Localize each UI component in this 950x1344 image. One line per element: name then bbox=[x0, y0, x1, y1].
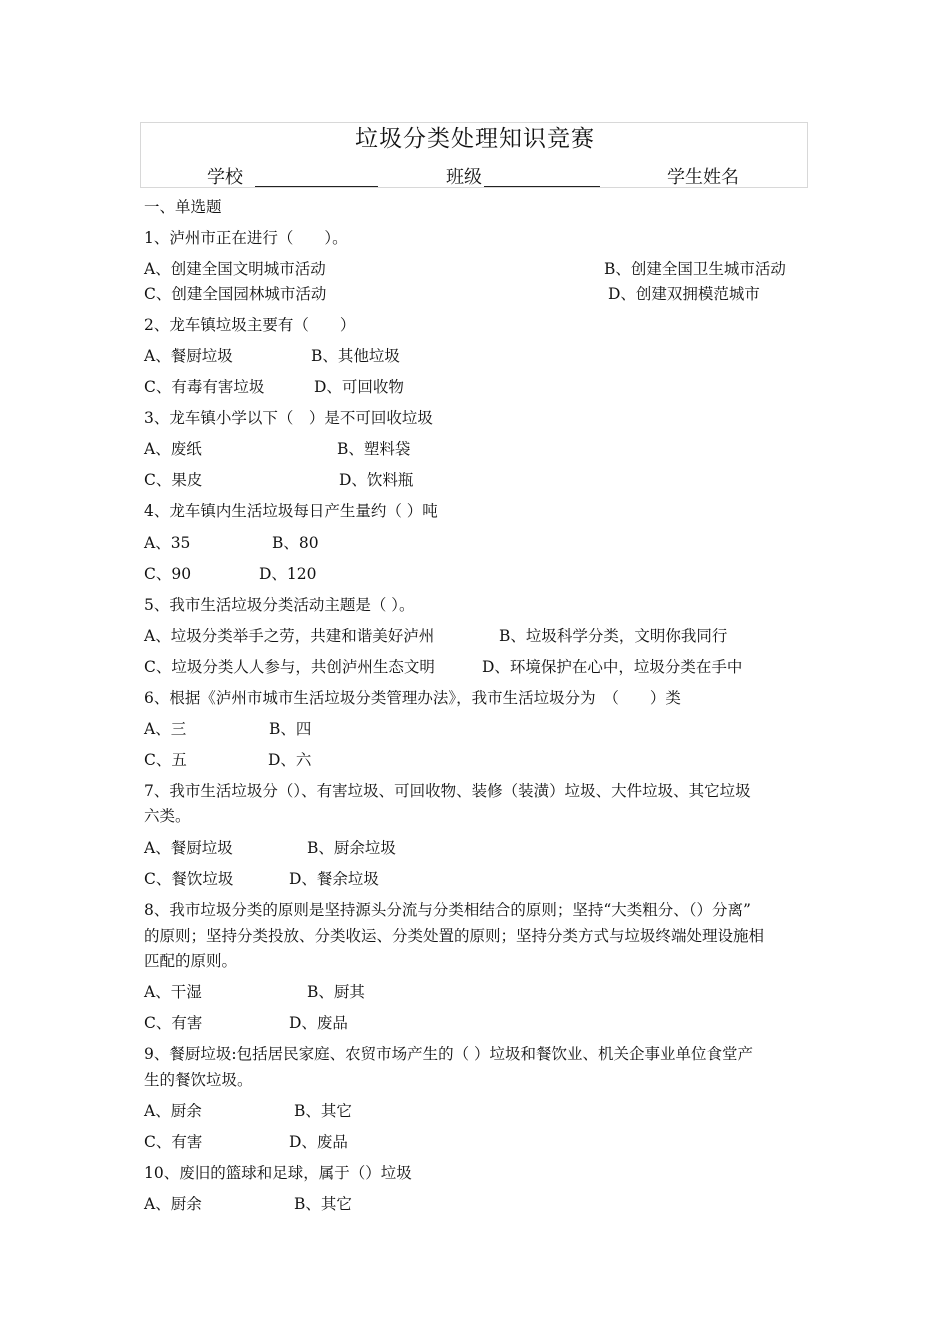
question-3: 3、龙车镇小学以下（ ）是不可回收垃圾 bbox=[144, 409, 433, 427]
school-label: 学校 bbox=[207, 167, 243, 188]
q2-option-c[interactable]: C、有毒有害垃圾 bbox=[144, 378, 265, 396]
school-blank[interactable] bbox=[255, 186, 378, 187]
q7-option-d[interactable]: D、餐余垃圾 bbox=[289, 870, 379, 888]
q4-option-b[interactable]: B、80 bbox=[272, 534, 319, 552]
q3-option-a[interactable]: A、废纸 bbox=[144, 440, 202, 458]
question-9-line-2: 生的餐饮垃圾。 bbox=[144, 1071, 253, 1089]
q8-option-a[interactable]: A、干湿 bbox=[144, 983, 202, 1001]
q2-option-b[interactable]: B、其他垃圾 bbox=[311, 347, 400, 365]
q6-option-c[interactable]: C、五 bbox=[144, 751, 187, 769]
question-6: 6、根据《泸州市城市生活垃圾分类管理办法》，我市生活垃圾分为 （ ）类 bbox=[144, 689, 681, 707]
q6-option-a[interactable]: A、三 bbox=[144, 720, 187, 738]
q7-option-a[interactable]: A、餐厨垃圾 bbox=[144, 839, 233, 857]
q3-option-b[interactable]: B、塑料袋 bbox=[337, 440, 411, 458]
q3-option-c[interactable]: C、果皮 bbox=[144, 471, 203, 489]
q1-option-d[interactable]: D、创建双拥模范城市 bbox=[608, 285, 760, 303]
q9-option-c[interactable]: C、有害 bbox=[144, 1133, 203, 1151]
q2-option-d[interactable]: D、可回收物 bbox=[314, 378, 404, 396]
question-9-line-1: 9、餐厨垃圾:包括居民家庭、农贸市场产生的（ ）垃圾和餐饮业、机关企事业单位食堂产 bbox=[144, 1045, 754, 1063]
exam-title: 垃圾分类处理知识竞赛 bbox=[355, 126, 595, 152]
q2-option-a[interactable]: A、餐厨垃圾 bbox=[144, 347, 233, 365]
q5-option-d[interactable]: D、环境保护在心中，垃圾分类在手中 bbox=[482, 658, 743, 676]
question-7-line-1: 7、我市生活垃圾分（）、有害垃圾、可回收物、装修（装潢）垃圾、大件垃圾、其它垃圾 bbox=[144, 782, 751, 800]
question-4: 4、龙车镇内生活垃圾每日产生量约（ ）吨 bbox=[144, 502, 438, 520]
question-10: 10、废旧的篮球和足球，属于（）垃圾 bbox=[144, 1164, 412, 1182]
class-label: 班级 bbox=[446, 167, 482, 188]
question-8-line-2: 的原则；坚持分类投放、分类收运、分类处置的原则；坚持分类方式与垃圾终端处理设施相 bbox=[144, 927, 765, 945]
q1-option-c[interactable]: C、创建全国园林城市活动 bbox=[144, 285, 327, 303]
question-1: 1、泸州市正在进行（ ）。 bbox=[144, 229, 348, 247]
q5-option-c[interactable]: C、垃圾分类人人参与，共创泸州生态文明 bbox=[144, 658, 435, 676]
q9-option-a[interactable]: A、厨余 bbox=[144, 1102, 202, 1120]
question-7-line-2: 六类。 bbox=[144, 807, 191, 825]
q9-option-d[interactable]: D、废品 bbox=[289, 1133, 348, 1151]
q8-option-d[interactable]: D、废品 bbox=[289, 1014, 348, 1032]
q5-option-a[interactable]: A、垃圾分类举手之劳，共建和谐美好泸州 bbox=[144, 627, 435, 645]
q3-option-d[interactable]: D、饮料瓶 bbox=[339, 471, 414, 489]
question-8-line-1: 8、我市垃圾分类的原则是坚持源头分流与分类相结合的原则；坚持“大类粗分、（）分离” bbox=[144, 901, 751, 919]
question-8-line-3: 匹配的原则。 bbox=[144, 952, 238, 970]
q10-option-b[interactable]: B、其它 bbox=[294, 1195, 352, 1213]
q7-option-c[interactable]: C、餐饮垃圾 bbox=[144, 870, 234, 888]
q4-option-c[interactable]: C、90 bbox=[144, 565, 192, 583]
q1-option-a[interactable]: A、创建全国文明城市活动 bbox=[144, 260, 326, 278]
q8-option-b[interactable]: B、厨其 bbox=[307, 983, 365, 1001]
student-name-label: 学生姓名 bbox=[667, 167, 739, 188]
q4-option-a[interactable]: A、35 bbox=[144, 534, 191, 552]
q9-option-b[interactable]: B、其它 bbox=[294, 1102, 352, 1120]
question-2: 2、龙车镇垃圾主要有（ ） bbox=[144, 316, 356, 334]
q6-option-b[interactable]: B、四 bbox=[269, 720, 312, 738]
q1-option-b[interactable]: B、创建全国卫生城市活动 bbox=[604, 260, 786, 278]
q5-option-b[interactable]: B、垃圾科学分类，文明你我同行 bbox=[499, 627, 728, 645]
question-5: 5、我市生活垃圾分类活动主题是（ ）。 bbox=[144, 596, 415, 614]
q7-option-b[interactable]: B、厨余垃圾 bbox=[307, 839, 396, 857]
q10-option-a[interactable]: A、厨余 bbox=[144, 1195, 202, 1213]
class-blank[interactable] bbox=[484, 186, 600, 187]
q6-option-d[interactable]: D、六 bbox=[268, 751, 312, 769]
q8-option-c[interactable]: C、有害 bbox=[144, 1014, 203, 1032]
q4-option-d[interactable]: D、120 bbox=[259, 565, 317, 583]
section-heading: 一、单选题 bbox=[144, 198, 222, 216]
